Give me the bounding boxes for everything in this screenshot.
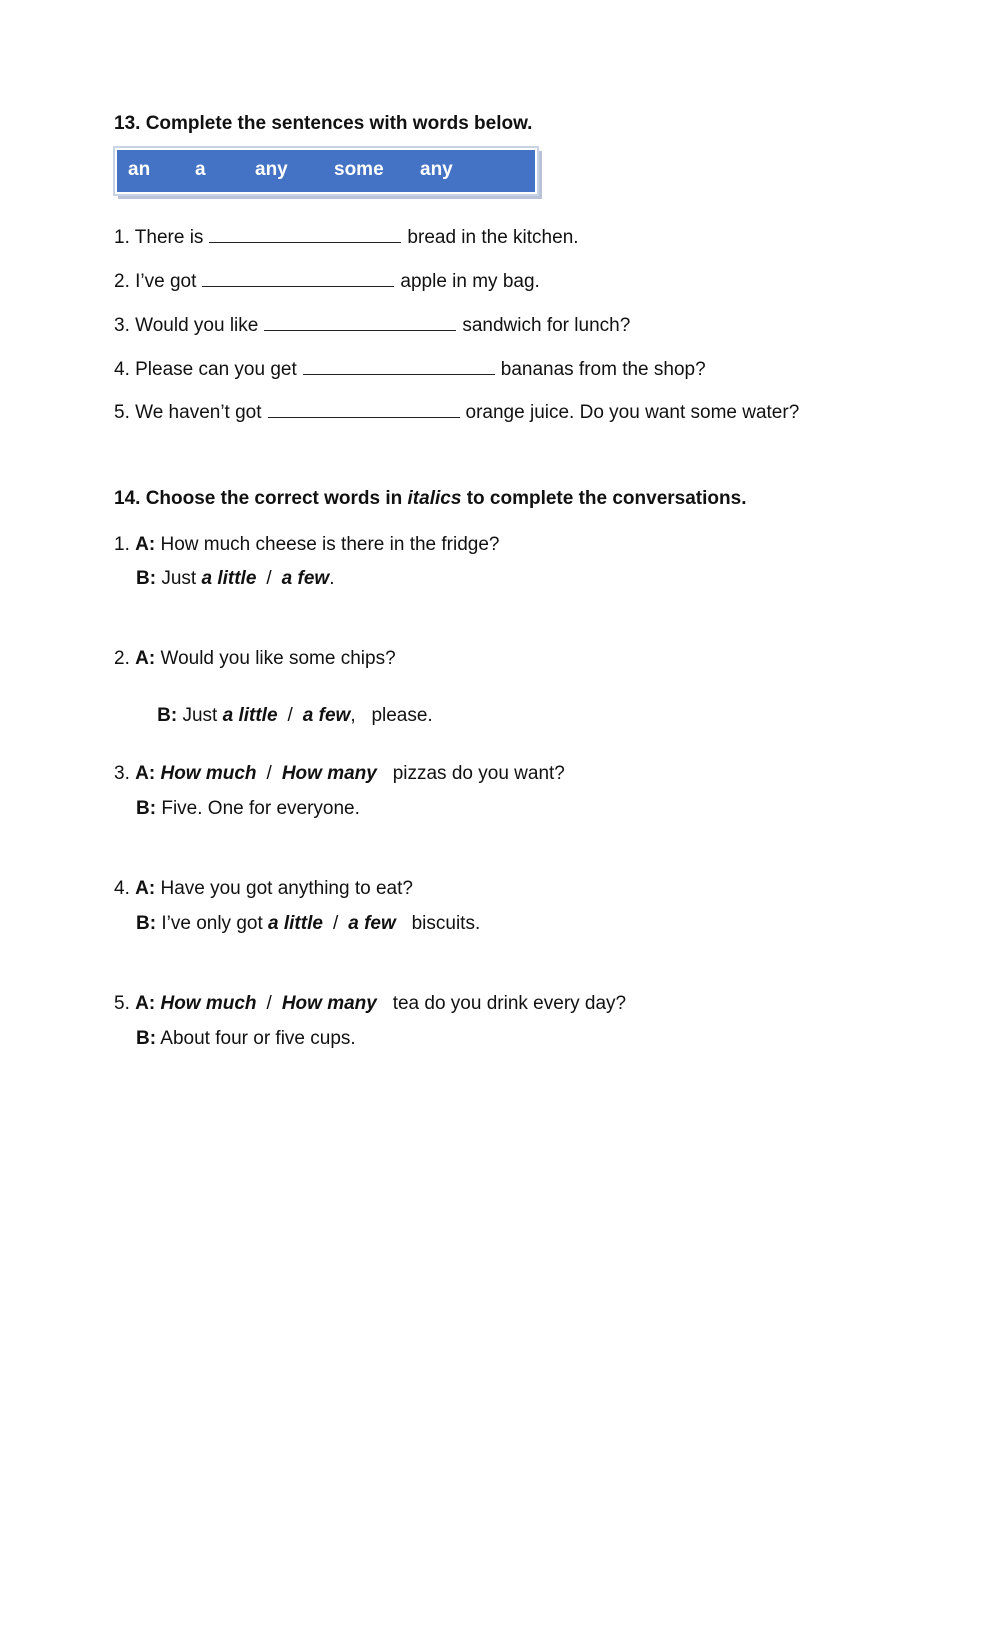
answer-blank[interactable] — [268, 399, 460, 418]
answer-blank[interactable] — [264, 312, 456, 331]
choice-separator: / — [266, 763, 272, 784]
choice-option[interactable]: a little — [222, 705, 278, 726]
choice-option[interactable]: a little — [201, 568, 257, 589]
choice-option[interactable]: How many — [281, 993, 377, 1014]
ex13-item — [114, 224, 579, 249]
item-number: 5. — [114, 993, 130, 1014]
item-text-after: apple in my bag. — [400, 271, 540, 292]
ex13-item — [114, 312, 630, 337]
speaker-b-text: I’ve only got — [161, 913, 263, 934]
speaker-a-text: tea do you drink every day? — [392, 993, 627, 1014]
item-text-before: 4. Please can you get — [114, 359, 297, 380]
answer-blank[interactable] — [209, 224, 401, 243]
choice-separator: / — [332, 913, 339, 934]
item-text-before: 5. We haven’t got — [114, 402, 262, 423]
item-text-before: 1. There is — [114, 227, 204, 248]
speaker-a-text: Have you got anything to eat? — [160, 878, 413, 899]
speaker-a-text: Would you like some chips? — [160, 648, 396, 669]
answer-blank[interactable] — [303, 356, 495, 375]
speaker-b-text-end: . — [329, 568, 335, 589]
item-number: 1. — [114, 534, 130, 555]
choice-separator: / — [266, 993, 272, 1014]
speaker-a-label: A: — [135, 878, 156, 899]
word-bank-item: any — [255, 159, 288, 180]
speaker-a-text: How much cheese is there in the fridge? — [160, 534, 500, 555]
item-text-before: 3. Would you like — [114, 315, 259, 336]
heading-part: 14. Choose the correct words in — [114, 488, 403, 509]
heading-italic-word: italics — [407, 488, 462, 509]
choice-separator: / — [287, 705, 293, 726]
item-text-after: bananas from the shop? — [500, 359, 706, 380]
choice-option[interactable]: a little — [268, 913, 323, 934]
speaker-b-text-end: biscuits. — [411, 913, 481, 934]
speaker-b-label: B: — [136, 798, 157, 819]
item-number: 3. — [114, 763, 130, 784]
ex13-item — [114, 268, 540, 293]
ex14-line-b — [136, 568, 334, 590]
ex14-line-b — [136, 1028, 356, 1050]
ex14-line-a — [114, 993, 626, 1015]
answer-blank[interactable] — [202, 268, 394, 287]
ex14-line-a — [114, 534, 500, 556]
word-bank-item: a — [195, 159, 206, 180]
ex13-heading: 13. Complete the sentences with words below. — [114, 113, 533, 134]
ex14-line-a — [114, 878, 413, 900]
word-bank-item: an — [128, 159, 151, 180]
ex14-line-b — [136, 683, 433, 749]
heading-part: to complete the conversations. — [466, 488, 747, 509]
speaker-b-text-end: , please. — [350, 705, 433, 726]
ex13-item — [114, 356, 706, 381]
item-text-after: sandwich for lunch? — [462, 315, 631, 336]
choice-option[interactable]: How much — [160, 993, 257, 1014]
ex14-line-b — [136, 913, 480, 935]
speaker-a-label: A: — [135, 534, 156, 555]
item-text-after: orange juice. Do you want some water? — [465, 402, 800, 423]
speaker-a-label: A: — [135, 763, 156, 784]
speaker-b-label: B: — [136, 568, 157, 589]
ex13-item — [114, 399, 799, 424]
word-bank — [115, 148, 537, 194]
speaker-b-text: About four or five cups. — [160, 1028, 356, 1049]
speaker-b-text: Five. One for everyone. — [161, 798, 360, 819]
ex14-line-a — [114, 763, 565, 785]
item-text-after: bread in the kitchen. — [407, 227, 579, 248]
item-text-before: 2. I’ve got — [114, 271, 197, 292]
ex14-heading — [114, 488, 746, 510]
ex14-line-b — [136, 798, 360, 820]
item-number: 4. — [114, 878, 130, 899]
choice-option[interactable]: a few — [281, 568, 330, 589]
speaker-b-text: Just — [182, 705, 218, 726]
choice-option[interactable]: How much — [160, 763, 257, 784]
speaker-a-label: A: — [135, 648, 156, 669]
speaker-a-text: pizzas do you want? — [392, 763, 565, 784]
word-bank-item: some — [334, 159, 384, 180]
speaker-b-label: B: — [157, 705, 178, 726]
speaker-b-text: Just — [161, 568, 197, 589]
ex14-line-a — [114, 648, 396, 670]
speaker-a-label: A: — [135, 993, 156, 1014]
choice-option[interactable]: a few — [302, 705, 351, 726]
choice-option[interactable]: a few — [348, 913, 396, 934]
choice-option[interactable]: How many — [281, 763, 377, 784]
item-number: 2. — [114, 648, 130, 669]
word-bank-item: any — [420, 159, 453, 180]
speaker-b-label: B: — [136, 1028, 157, 1049]
choice-separator: / — [266, 568, 272, 589]
speaker-b-label: B: — [136, 913, 157, 934]
